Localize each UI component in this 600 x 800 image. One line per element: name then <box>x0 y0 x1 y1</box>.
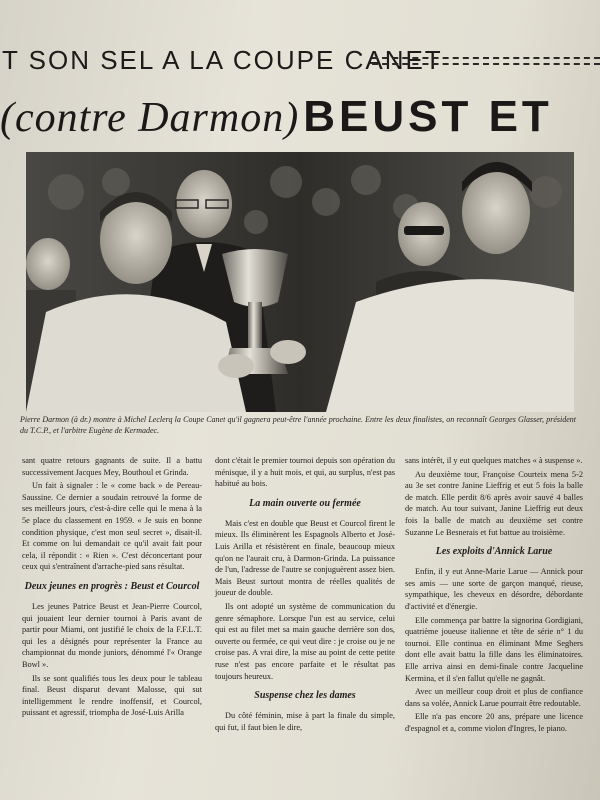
col1-subheading: Deux jeunes en progrès : Beust et Courcol <box>24 580 200 592</box>
col2-paragraph-1: dont c'était le premier tournoi depuis son opération du ménisque, il y a huit mois, et qui, au surplus, n'est pas habitué au bois. <box>215 456 395 489</box>
col3-paragraph-1: sans intérêt, il y eut quelques matches « à suspense ». <box>405 456 583 465</box>
col2-paragraph-3: Ils ont adopté un système de communication du genre sémaphore. Lorsque l'un est au service, celui qui est au filet met sa main gauche derrière son dos, ouverte ou fermée, ce qui veut dire : je croise ou je ne croise pas. A vrai dire, la mise au point de cette petite ruse n'est pas encore parfaite et le résultat pas toujours heureux. <box>215 601 395 681</box>
col3-paragraph-6: Elle n'a pas encore 20 ans, prépare une licence d'espagnol et a, comme violon d'Ingres, le piano. <box>405 712 583 733</box>
col3-subheading: Les exploits d'Annick Larue <box>435 546 553 558</box>
col1-paragraph-1: sant quatre retours gagnants de suite. Il a battu successivement Jacques Mey, Bouthoul et Grinda. <box>22 456 202 477</box>
col3-paragraph-3: Enfin, il y eut Anne-Marie Larue — Annick pour ses amis — une sorte de garçon manqué, rieuse, sympathique, les cheveux en désordre, débordante d'activité et d'énergie. <box>405 567 583 611</box>
kicker-line <box>0 45 600 75</box>
column-2 <box>215 455 395 735</box>
col1-paragraph-3: Les jeunes Patrice Beust et Jean-Pierre Courcol, qui jouaient leur dernier tournoi à Paris avant de partir pour Miami, ont justifié le choix de la F.F.L.T. qui les a désignés pour représenter la France au championnat du monde juniors, dénommé l'« Orange Bowl ». <box>22 601 202 669</box>
photo-illustration <box>26 152 574 412</box>
col3-paragraph-4: Elle commença par battre la signorina Gordigiani, quatrième joueuse italienne et tête de série n° 1 du tournoi. Elle continua en éliminant Mme Seghers dont elle avait battu la fille dans les éliminatoires. Elle arriva ainsi en demi-finale contre Jacqueline Kermina, et il s'en fallut qu'elle ne gagnât. <box>405 615 583 683</box>
headline-italic: (contre Darmon) <box>0 95 300 141</box>
kicker-rule <box>372 57 600 65</box>
col3-paragraph-2: Au deuxième tour, Françoise Courteix mena 5-2 au 3e set contre Janine Lieffrig et eut 5 fois la balle de match. Elle perdit 8/6 après avoir sauvé 4 balles de match. Au tour suivant, Janine Lieffrig eut deux fois la balle de match au deuxième set contre Suzanne Le Besnerais et fut battue au troisième. <box>405 469 583 537</box>
col2-subheading-1: La main ouverte ou fermée <box>249 497 361 509</box>
col1-paragraph-2: Un fait à signaler : le « come back » de Pereau-Saussine. Ce dernier a soudain retrouvé la forme de ses meilleurs jours, c'est-à-dire celle qui le mena à la 5e place du classement en 1959. « Je suis en bonne condition physique, c'est mon seul secret », disait-il. Et comme on lui demandait ce qu'il avait fait pour cela, il répondit : « Rien ». C'est déconcertant pour ceux qui s'entraînent d'arrache-pied sans résultat. <box>22 481 202 572</box>
kicker-text: T SON SEL A LA COUPE CANET <box>2 45 443 75</box>
photo-trophy-ceremony <box>26 152 574 412</box>
column-1 <box>22 455 202 721</box>
col2-paragraph-2: Mais c'est en double que Beust et Courcol firent le mieux. Ils éliminèrent les Espagnols Alberto et José-Luis Arilla et résistèrent en finale, beaucoup mieux qu'on ne l'aurait cru, à Darmon-Grinda. La puissance de l'un, l'adresse de l'autre se conjuguèrent assez bien. Mais Beust surtout montra de réelles qualités de joueur de double. <box>215 518 395 598</box>
column-3 <box>405 455 583 736</box>
col1-paragraph-4: Ils se sont qualifiés tous les deux pour le tableau final. Beust disparut devant Malosse, qui sut intelligemment le rendre inoffensif, et Courcol, puissant et agressif, triompha de José-Luis Arilla <box>22 673 202 718</box>
col2-subheading-2: Suspense chez les dames <box>254 690 356 702</box>
col3-paragraph-5: Avec un meilleur coup droit et plus de confiance dans sa volée, Annick Larue pourrait être redoutable. <box>405 687 583 708</box>
headline <box>0 92 600 152</box>
col2-paragraph-4: Du côté féminin, mise à part la finale du simple, qui fut, il faut bien le dire, <box>215 711 395 732</box>
headline-bold: BEUST ET <box>303 92 553 141</box>
photo-caption: Pierre Darmon (à dr.) montre à Michel Leclerq la Coupe Canet qu'il gagnera peut-être l'année prochaine. Entre les deux finalistes, on reconnaît Georges Glasser, président du T.C.P., et l'arbitre Eugène de Kermadec. <box>20 415 576 435</box>
